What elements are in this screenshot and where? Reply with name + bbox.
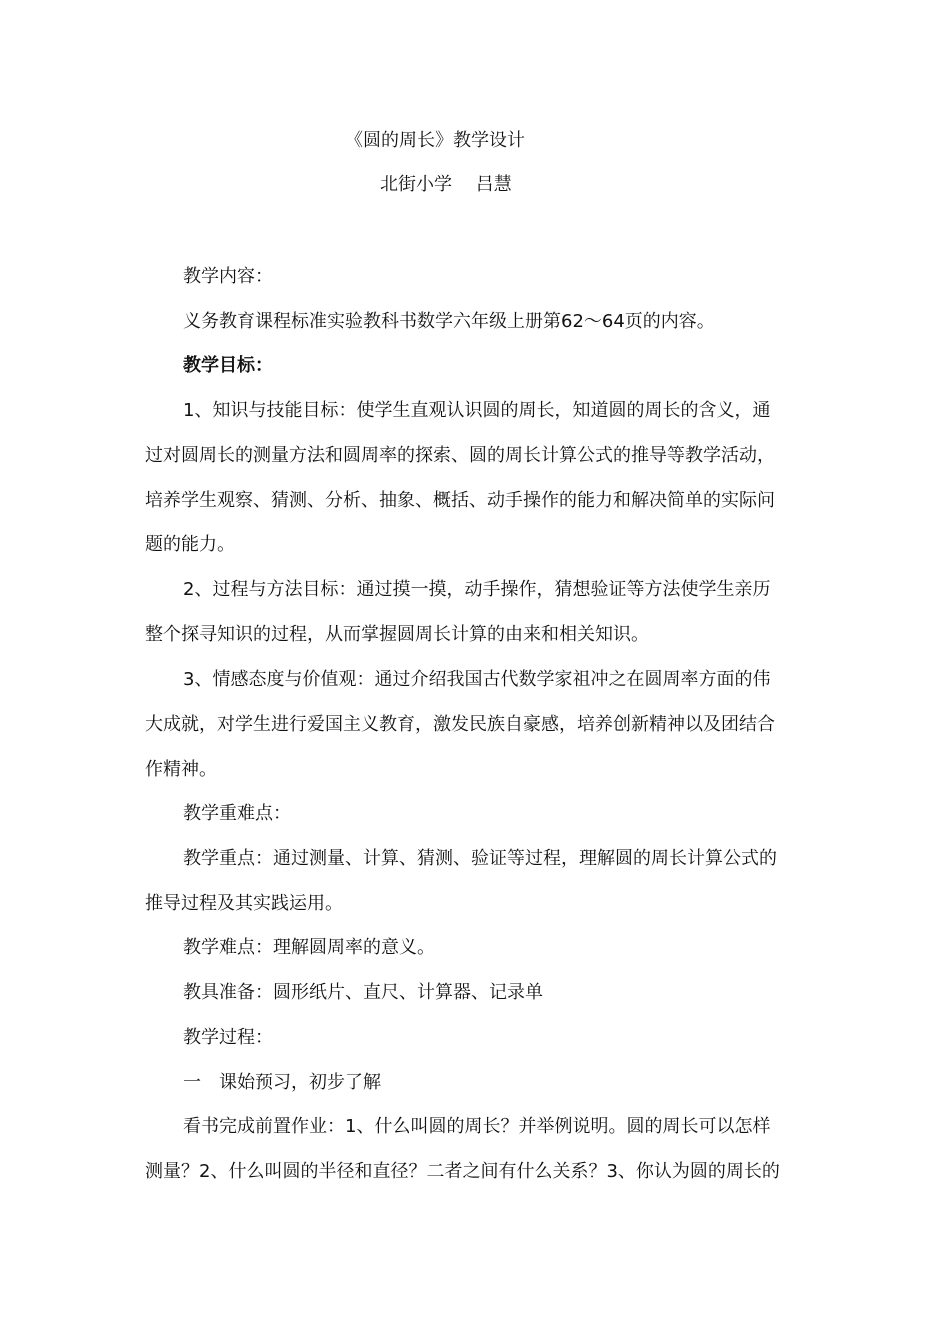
step-one-heading: 一 课始预习，初步了解 bbox=[183, 1072, 381, 1093]
document-title: 《圆的周长》教学设计 bbox=[345, 130, 525, 151]
content-text: 义务教育课程标准实验教科书数学六年级上册第62～64页的内容。 bbox=[183, 311, 715, 332]
goal3-line: 3、情感态度与价值观：通过介绍我国古代数学家祖冲之在圆周率方面的伟 bbox=[183, 669, 771, 690]
key-point-line: 教学重点：通过测量、计算、猜测、验证等过程，理解圆的周长计算公式的 bbox=[183, 848, 777, 869]
preview-line: 测量？2、什么叫圆的半径和直径？二者之间有什么关系？3、你认为圆的周长的 bbox=[145, 1161, 780, 1182]
key-difficulty-heading: 教学重难点： bbox=[183, 803, 291, 824]
goal1-line: 题的能力。 bbox=[145, 534, 235, 555]
goal1-line: 1、知识与技能目标：使学生直观认识圆的周长，知道圆的周长的含义，通 bbox=[183, 400, 771, 421]
goal2-line: 整个探寻知识的过程，从而掌握圆周长计算的由来和相关知识。 bbox=[145, 624, 649, 645]
goal3-line: 作精神。 bbox=[145, 759, 217, 780]
goals-heading: 教学目标： bbox=[183, 355, 273, 376]
tools-line: 教具准备：圆形纸片、直尺、计算器、记录单 bbox=[183, 982, 543, 1003]
process-heading: 教学过程： bbox=[183, 1027, 273, 1048]
goal2-line: 2、过程与方法目标：通过摸一摸，动手操作，猜想验证等方法使学生亲历 bbox=[183, 579, 771, 600]
goal1-line: 培养学生观察、猜测、分析、抽象、概括、动手操作的能力和解决简单的实际问 bbox=[145, 490, 775, 511]
preview-line: 看书完成前置作业：1、什么叫圆的周长？并举例说明。圆的周长可以怎样 bbox=[183, 1116, 771, 1137]
goal3-line: 大成就，对学生进行爱国主义教育，激发民族自豪感，培养创新精神以及团结合 bbox=[145, 714, 775, 735]
content-heading: 教学内容： bbox=[183, 266, 273, 287]
document-author: 北街小学 吕慧 bbox=[380, 174, 512, 195]
difficulty-line: 教学难点：理解圆周率的意义。 bbox=[183, 937, 435, 958]
key-point-line: 推导过程及其实践运用。 bbox=[145, 893, 343, 914]
goal1-line: 过对圆周长的测量方法和圆周率的探索、圆的周长计算公式的推导等教学活动， bbox=[145, 445, 775, 466]
